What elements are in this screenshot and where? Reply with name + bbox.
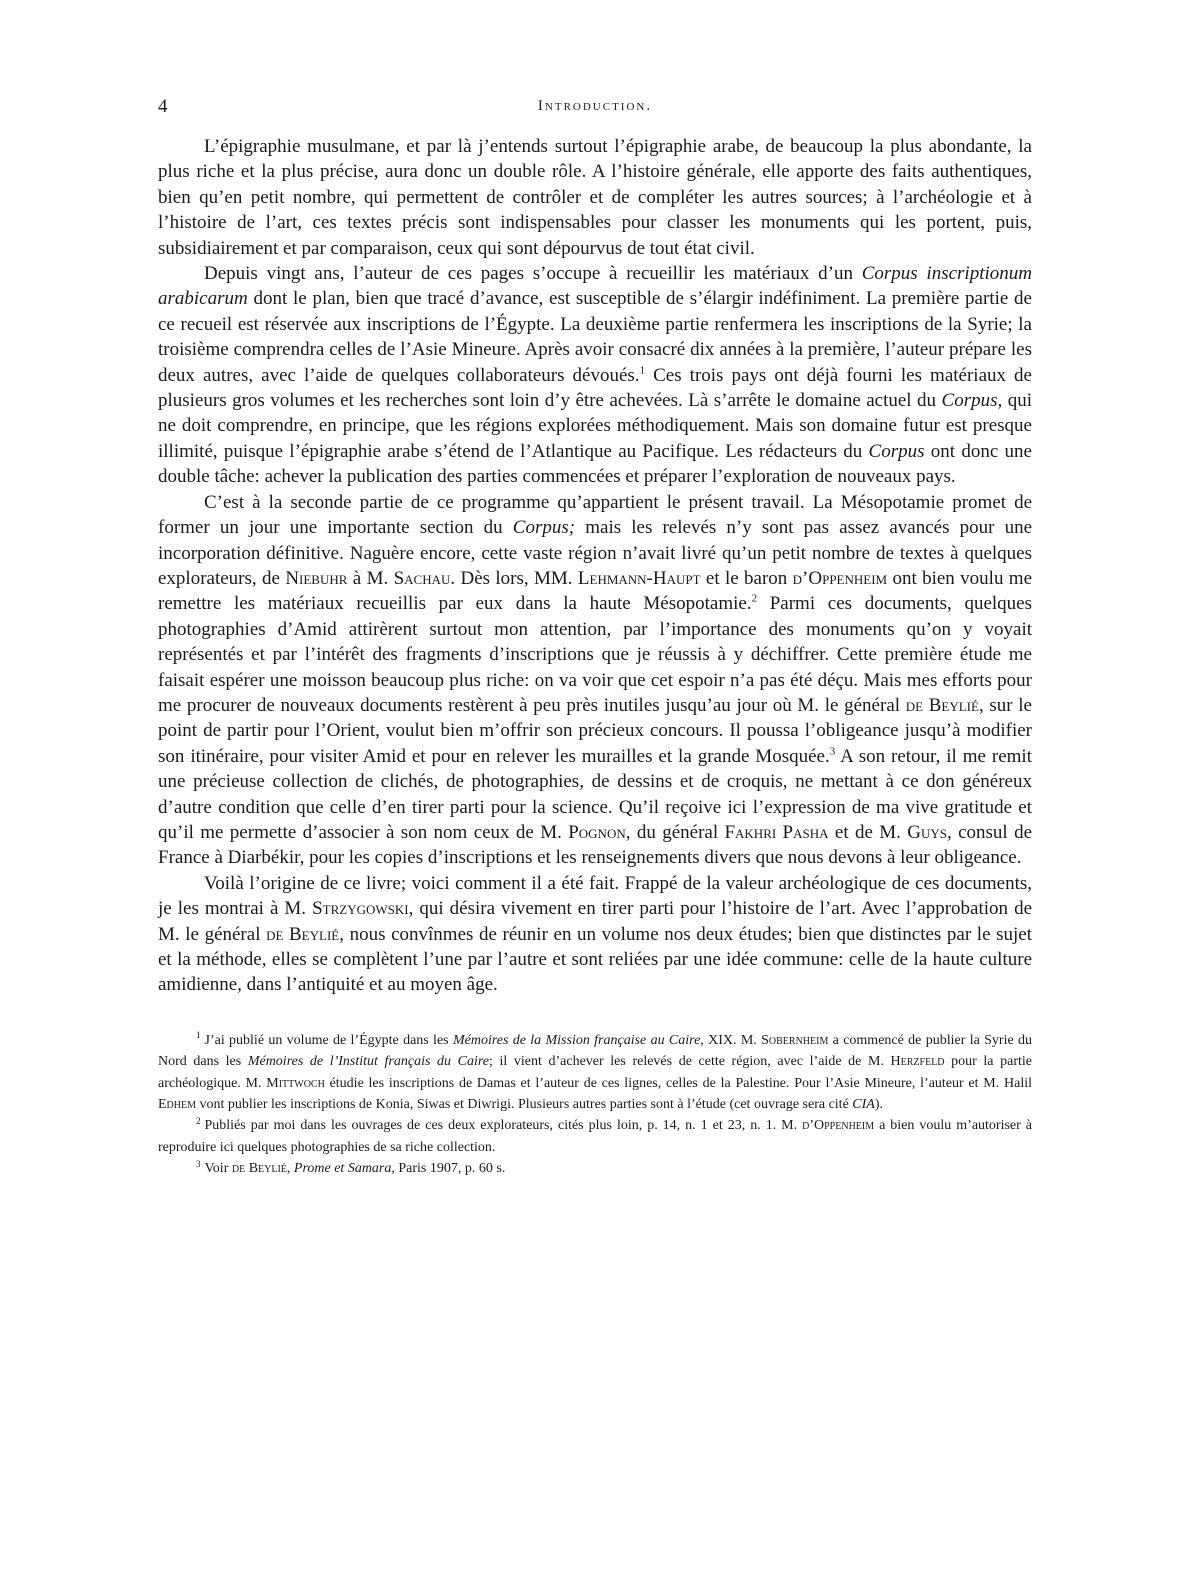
italic-text: Prome et Samara <box>293 1161 392 1177</box>
text-run: , Paris 1907, p. 60 s. <box>391 1161 506 1177</box>
small-caps-name: de Beylié <box>905 694 979 716</box>
running-title: Introduction. <box>537 98 653 114</box>
text-run: , <box>286 1161 294 1177</box>
footnote-mark: 2 <box>196 1115 201 1126</box>
footnote-3 <box>158 1158 1032 1179</box>
italic-text: Mémoires de l’Institut français du Caire <box>247 1054 490 1070</box>
footnotes <box>158 1030 1032 1180</box>
text-run: Parmi ces documents, quelques photographies d’Amid attirèrent surtout mon attention, par l’importance des monuments qu’on y voyait représentés et par l’intérêt des fragments d’inscriptions que je réussis à y déchiffrer. Cette première étude me faisait espérer une moisson beaucoup plus riche: on va voir que cet espoir n’a pas été déçu. Mais mes efforts pour me procurer de nouveaux documents restèrent à peu près inutiles jusqu’au jour où M. le général <box>158 593 1032 716</box>
italic-text: CIA <box>852 1097 875 1113</box>
text-run: à M. <box>347 567 394 589</box>
text-run: ). <box>874 1097 884 1113</box>
italic-text: Corpus; <box>512 517 576 539</box>
text-run: L’épigraphie musulmane, et par là j’entends surtout l’épigraphie arabe, de beaucoup la plus abondante, la plus riche et la plus précise, aura donc un double rôle. A l’histoire générale, elle apporte des faits authentiques, bien qu’en petit nombre, qui permettent de contrôler et de compléter les autres sources; à l’archéologie et à l’histoire de l’art, ces textes précis sont indispensables pour classer les monuments qui les portent, puis, subsidiairement et par comparaison, ceux qui sont dépourvus de tout état civil. <box>158 136 1032 259</box>
paragraph-1 <box>158 134 1032 261</box>
small-caps-name: de Beylié <box>266 923 340 945</box>
text-run: , sur le point de partir pour l’Orient, voulut bien m’offrir son précieux concours. Il poussa l’obligeance jusqu’à modifier son itinéraire, pour visiter Amid et pour en relever les murailles et la grande Mosquée. <box>158 694 1032 767</box>
small-caps-name: Mittwoch <box>266 1075 325 1091</box>
small-caps-name: de Beylié <box>231 1161 287 1177</box>
italic-text: Corpus <box>868 440 925 462</box>
text-run: pour la partie archéologique. M. <box>158 1054 1032 1091</box>
footnote-2 <box>158 1115 1032 1158</box>
text-run: A son retour, il me remit une précieuse collection de clichés, de photographies, de dessins et de croquis, ne mettant à ce don généreux d’autre condition que celle d’en tirer parti pour la science. Qu’il reçoive ici l’expression de ma vive gratitude et qu’il me permette d’associer à son nom ceux de M. <box>158 745 1032 843</box>
text-run: vont publier les inscriptions de Konia, Siwas et Diwrigi. Plusieurs autres parties sont à l’étude (cet ouvrage sera cité <box>196 1097 853 1113</box>
text-run: . Dès lors, MM. <box>450 567 578 589</box>
text-run: a bien voulu m’autoriser à reproduire ici quelques photographies de sa riche collection. <box>158 1118 1032 1155</box>
text-run: et de M. <box>828 821 908 843</box>
italic-text: Corpus inscriptionum arabicarum <box>158 263 1032 310</box>
text-run: Voir <box>204 1161 232 1177</box>
text-run: Depuis vingt ans, l’auteur de ces pages s’occupe à recueillir les matériaux d’un <box>204 263 862 285</box>
text-run: Publiés par moi dans les ouvrages de ces deux explorateurs, cités plus loin, p. 14, n. 1 et 23, n. 1. M. <box>204 1118 803 1134</box>
small-caps-name: Fakhri Pasha <box>724 821 829 843</box>
footnote-1 <box>158 1030 1032 1116</box>
running-head <box>158 96 1032 122</box>
small-caps-name: d’Oppenheim <box>792 567 888 589</box>
text-run: , XIX. M. <box>700 1032 762 1048</box>
small-caps-name: d’Oppenheim <box>802 1118 875 1134</box>
small-caps-name: Guys <box>907 821 947 843</box>
small-caps-name: Herzfeld <box>890 1054 945 1070</box>
book-page <box>158 96 1032 1180</box>
text-run: ; il vient d’achever les relevés de cette région, avec l’aide de M. <box>489 1054 891 1070</box>
footnote-reference: 2 <box>751 592 758 605</box>
text-run: ont bien voulu me remettre les matériaux recueillis par eux dans la haute Mésopotamie. <box>158 567 1033 615</box>
text-run: Ces trois pays ont déjà fourni les matériaux de plusieurs gros volumes et les recherches sont loin d’y être achevées. Là s’arrête le domaine actuel du <box>158 364 1032 412</box>
footnote-reference: 1 <box>639 364 646 377</box>
text-run: étudie les inscriptions de Damas et l’auteur de ces lignes, celles de la Palestine. Pour l’Asie Mineure, l’auteur et M. Halil <box>324 1075 1032 1091</box>
text-run: et le baron <box>700 567 793 589</box>
paragraph-4 <box>158 871 1032 998</box>
small-caps-name: Lehmann-Haupt <box>577 567 701 589</box>
body-text <box>158 134 1032 998</box>
footnote-reference: 3 <box>829 745 836 758</box>
text-run: C’est à la seconde partie de ce programme qu’appartient le présent travail. La Mésopotamie promet de former un jour une importante section du <box>158 491 1032 539</box>
small-caps-name: Sachau <box>393 567 451 589</box>
small-caps-name: Strzygowski <box>312 898 409 920</box>
small-caps-name: Edhem <box>158 1097 196 1113</box>
footnote-mark: 1 <box>196 1030 201 1041</box>
text-run: Voilà l’origine de ce livre; voici comment il a été fait. Frappé de la valeur archéologique de ces documents, je les montrai à M. <box>158 872 1032 920</box>
text-run: mais les relevés n’y sont pas assez avancés pour une incorporation définitive. Naguère encore, cette vaste région n’avait livré qu’un petit nombre de textes à quelques explorateurs, de <box>158 517 1033 589</box>
footnote-mark: 3 <box>196 1158 201 1169</box>
text-run: dont le plan, bien que tracé d’avance, est susceptible de s’élargir indéfiniment. La première partie de ce recueil est réservée aux inscriptions de l’Égypte. La deuxième partie renfermera les inscriptions de la Syrie; la troisième comprendra celles de l’Asie Mineure. Après avoir consacré dix années à la première, l’auteur prépare les deux autres, avec l’aide de quelques collaborateurs dévoués. <box>158 288 1032 386</box>
italic-text: Corpus <box>941 390 998 412</box>
small-caps-name: Niebuhr <box>285 567 348 589</box>
paragraph-3 <box>158 490 1032 871</box>
text-run: J’ai publié un volume de l’Égypte dans les <box>204 1032 453 1048</box>
text-run: , du général <box>625 821 725 843</box>
text-run: , nous convînmes de réunir en un volume nos deux études; bien que distinctes par le sujet et la méthode, elles se complètent l’une par l’autre et sont reliées par une idée commune: celle de la haute culture amidienne, dans l’antiquité et au moyen âge. <box>158 923 1032 996</box>
italic-text: Mémoires de la Mission française au Caire <box>452 1032 701 1048</box>
paragraph-2 <box>158 261 1032 490</box>
text-run: , qui désira vivement en tirer parti pour l’histoire de l’art. Avec l’approbation de M. le général <box>158 898 1032 945</box>
text-run: , qui ne doit comprendre, en principe, que les régions explorées méthodiquement. Mais son domaine futur est presque illimité, puisque l’épigraphie arabe s’étend de l’Atlantique au Pacifique. Les rédacteurs du <box>158 390 1032 462</box>
small-caps-name: Sobernheim <box>761 1032 829 1048</box>
page-number: 4 <box>158 96 168 117</box>
text-run: , consul de France à Diarbékir, pour les copies d’inscriptions et les renseignements divers que nous devons à leur obligeance. <box>158 821 1033 869</box>
small-caps-name: Pognon <box>568 821 626 843</box>
text-run: ont donc une double tâche: achever la publication des parties commencées et préparer l’exploration de nouveaux pays. <box>158 440 1032 488</box>
text-run: a commencé de publier la Syrie du Nord dans les <box>158 1032 1032 1070</box>
